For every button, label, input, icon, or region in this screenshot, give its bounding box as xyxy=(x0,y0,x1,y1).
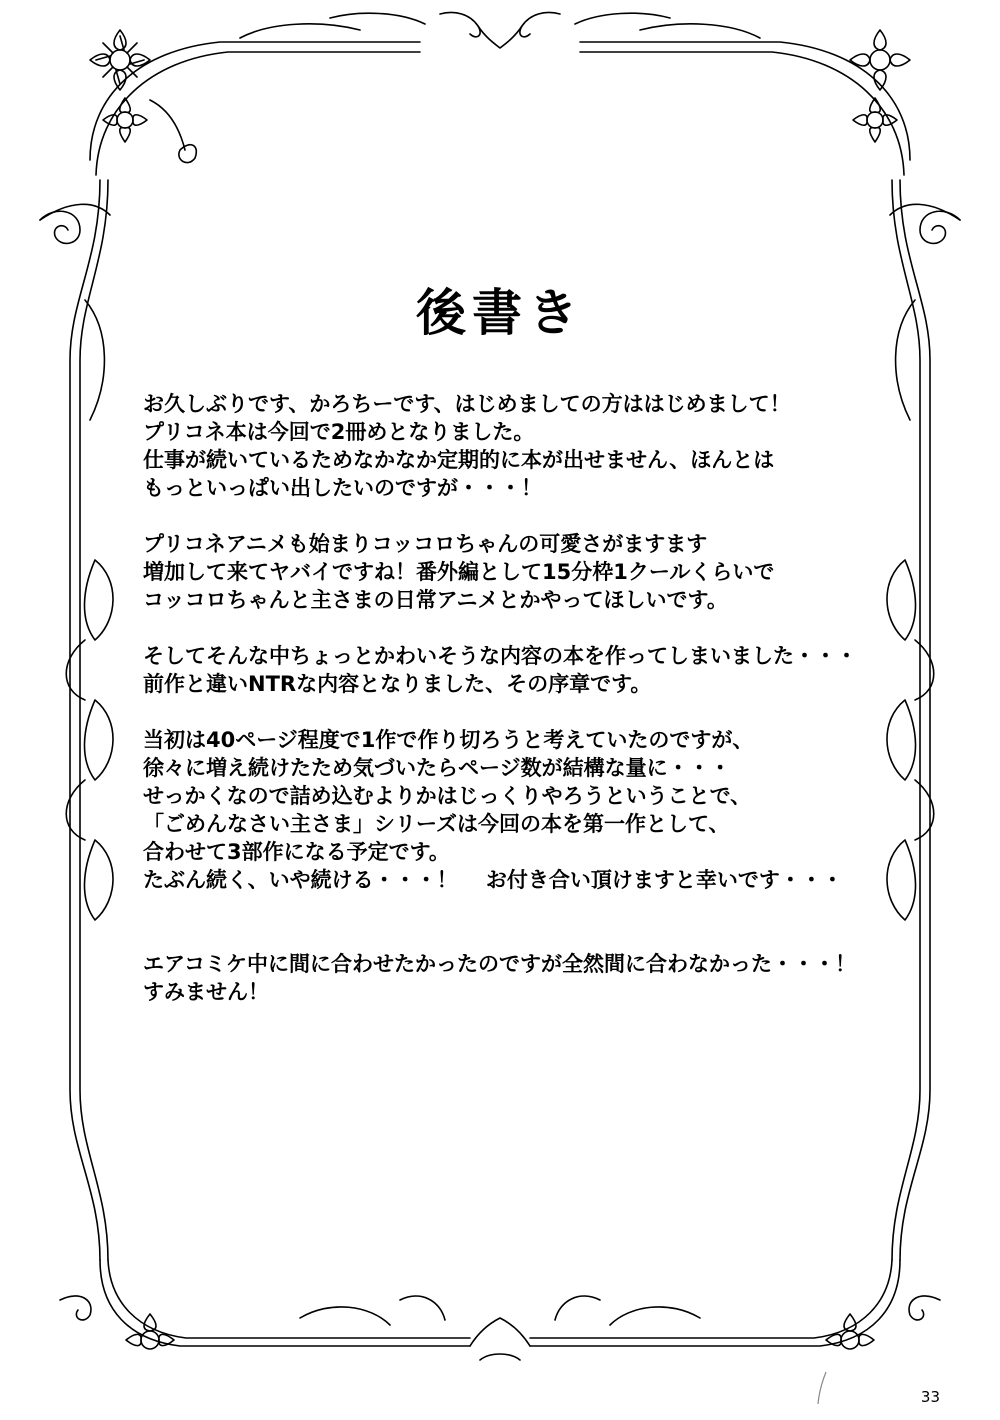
text-line: プリコネ本は今回で2冊めとなりました。 xyxy=(143,420,535,444)
corner-ornament-bottom-left xyxy=(60,1260,470,1349)
corner-ornament-top-right xyxy=(575,13,960,243)
corner-ornament-bottom-right xyxy=(530,1260,940,1349)
corner-ornament-top-left xyxy=(40,13,425,243)
text-line: たぶん続く、いや続ける・・・！ お付き合い頂けますと幸いです・・・ xyxy=(143,868,843,892)
text-line: 当初は40ページ程度で1作で作り切ろうと考えていたのですが、 xyxy=(143,728,754,752)
text-line: そしてそんな中ちょっとかわいそうな内容の本を作ってしまいました・・・ xyxy=(143,644,857,668)
afterword-body xyxy=(143,390,883,1034)
text-line: コッコロちゃんと主さまの日常アニメとかやってほしいです。 xyxy=(143,588,728,612)
text-line: 「ごめんなさい主さま」シリーズは今回の本を第一作として、 xyxy=(143,812,730,836)
text-line: せっかくなので詰め込むよりかはじっくりやろうということで、 xyxy=(143,784,752,808)
text-line: お久しぶりです、かろちーです、はじめましての方ははじめまして！ xyxy=(143,392,791,416)
paragraph xyxy=(143,530,883,614)
text-line: 徐々に増え続けたため気づいたらページ数が結構な量に・・・ xyxy=(143,756,731,780)
text-line: 増加して来てヤバイですね！番外編として15分枠1クールくらいで xyxy=(143,560,775,584)
flower-icon xyxy=(90,30,150,90)
top-center-ornament xyxy=(440,13,560,49)
text-line: もっといっぱい出したいのですが・・・！ xyxy=(143,476,542,500)
text-line: 前作と違いNTRな内容となりました、その序章です。 xyxy=(143,672,652,696)
paragraph xyxy=(143,390,883,502)
text-line: すみません！ xyxy=(143,980,269,1004)
bottom-center-ornament xyxy=(470,1318,530,1360)
flower-icon xyxy=(103,98,147,142)
paragraph xyxy=(143,950,883,1006)
flower-icon xyxy=(853,98,897,142)
pen-stroke-mark xyxy=(816,1370,828,1406)
text-line: 合わせて3部作になる予定です。 xyxy=(143,840,450,864)
flower-icon xyxy=(850,30,910,90)
text-line: 仕事が続いているためなかなか定期的に本が出せません、ほんとは xyxy=(143,448,775,472)
page-number: 33 xyxy=(920,1388,940,1406)
page-title: 後書き xyxy=(416,284,584,342)
text-line: エアコミケ中に間に合わせたかったのですが全然間に合わなかった・・・！ xyxy=(143,952,856,976)
paragraph xyxy=(143,726,883,894)
paragraph xyxy=(143,642,883,698)
text-line: プリコネアニメも始まりコッコロちゃんの可愛さがますます xyxy=(143,532,708,556)
